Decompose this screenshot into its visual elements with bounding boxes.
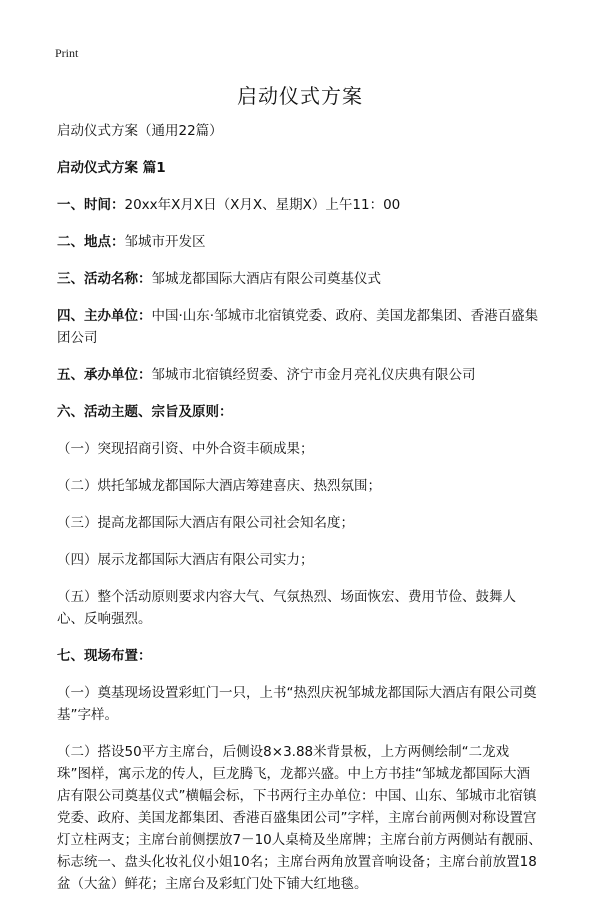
item-label: 一、时间： <box>57 197 125 213</box>
item-label: 五、承办单位： <box>57 367 152 383</box>
item-value: 20xx年X月X日（X月X、星期X）上午11：00 <box>124 197 401 213</box>
document-subtitle: 启动仪式方案（通用22篇） <box>57 123 223 139</box>
document-body <box>57 120 542 910</box>
item-location <box>57 231 542 253</box>
item-value: 邹城龙都国际大酒店有限公司奠基仪式 <box>151 271 381 287</box>
principle-point: （五）整个活动原则要求内容大气、气氛热烈、场面恢宏、费用节俭、鼓舞人心、反响强烈。 <box>57 589 516 627</box>
section-heading-layout: 七、现场布置： <box>57 648 152 664</box>
item-time <box>57 194 542 216</box>
item-label: 三、活动名称： <box>57 271 152 287</box>
layout-point: （一）奠基现场设置彩虹门一只，上书“热烈庆祝邹城龙都国际大酒店有限公司奠基”字样。 <box>57 685 537 723</box>
item-label: 二、地点： <box>57 234 125 250</box>
principle-point: （四）展示龙都国际大酒店有限公司实力； <box>57 552 314 568</box>
document-title: 启动仪式方案 <box>237 84 363 108</box>
item-value: 邹城市北宿镇经贸委、济宁市金月亮礼仪庆典有限公司 <box>151 367 476 383</box>
item-organizer <box>57 364 542 386</box>
item-value: 中国·山东·邹城市北宿镇党委、政府、美国龙都集团、香港百盛集团公司 <box>57 308 539 346</box>
item-value: 邹城市开发区 <box>124 234 206 250</box>
principle-point: （三）提高龙都国际大酒店有限公司社会知名度； <box>57 515 354 531</box>
item-label: 四、主办单位： <box>57 308 152 324</box>
item-activity-name <box>57 268 542 290</box>
principle-point: （一）突现招商引资、中外合资丰硕成果； <box>57 441 314 457</box>
layout-point: （二）搭设50平方主席台，后侧设8×3.88米背景板，上方两侧绘制“二龙戏珠”图样，寓示龙的传人，巨龙腾飞，龙都兴盛。中上方书挂“邹城龙都国际大酒店有限公司奠基仪式”横幅会标，下书两行主办单位：中国、山东、邹城市北宿镇党委、政府、美国龙都集团、香港百盛集团公司”字样，主席台前两侧对称设置宫灯立柱两支；主席台前侧摆放7－10人桌椅及坐席牌；主席台前方两侧站有靓丽、标志统一、盘头化妆礼仪小姐10名；主席台两角放置音响设备；主席台前放置18盆（大盆）鲜花；主席台及彩虹门处下铺大红地毯。 <box>57 744 542 892</box>
item-host <box>57 305 542 349</box>
part-heading: 启动仪式方案 篇1 <box>57 160 166 176</box>
print-label: Print <box>55 46 79 60</box>
principle-point: （二）烘托邹城龙都国际大酒店筹建喜庆、热烈氛围； <box>57 478 381 494</box>
section-heading-principles: 六、活动主题、宗旨及原则： <box>57 404 233 420</box>
